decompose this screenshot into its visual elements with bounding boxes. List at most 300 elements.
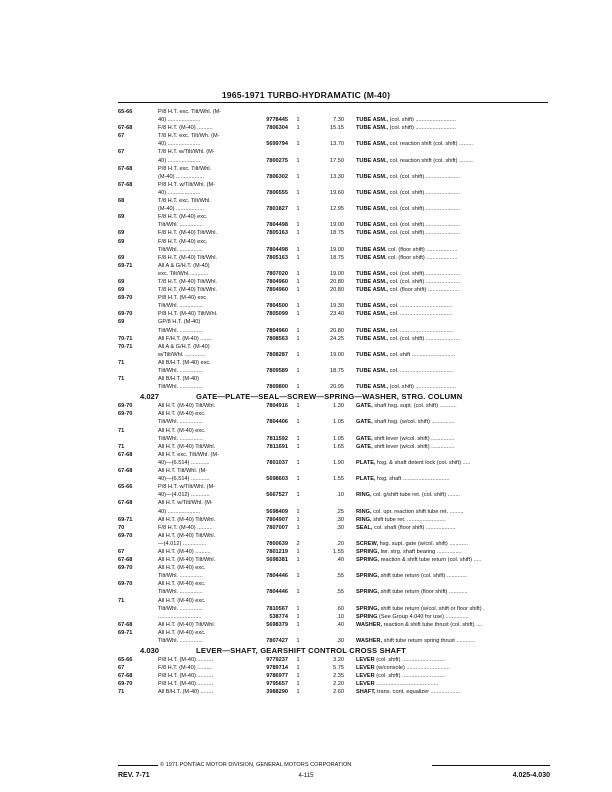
application-description: All B/H.T. (M-40) exc. xyxy=(158,359,211,366)
part-detail: col. shaft (floor shift) ................... xyxy=(372,524,456,531)
parts-row xyxy=(118,418,550,426)
application-description: All H.T. Tilt/Whl. (M- xyxy=(158,468,208,475)
price: 18.75 xyxy=(330,254,344,261)
part-number: 7810567 xyxy=(266,605,288,612)
application-description: All H.T. (M-40) Tilt/Whl. xyxy=(158,532,216,539)
part-detail: col. .................................. xyxy=(388,327,453,334)
part-detail: shaft hsg. (w/col. shift) ............... xyxy=(372,419,455,426)
part-detail: col. (floor shift) .................... xyxy=(386,246,458,253)
price: 13.70 xyxy=(330,141,344,148)
price: .40 xyxy=(336,557,344,564)
parts-row xyxy=(118,165,550,173)
parts-row xyxy=(118,524,550,532)
quantity: 1 xyxy=(296,254,300,261)
parts-row xyxy=(118,116,550,124)
model-year: 69-70 xyxy=(118,295,133,302)
part-name-cell xyxy=(356,116,550,124)
parts-row xyxy=(118,140,550,148)
price: 18.75 xyxy=(330,230,344,237)
application-description: All H.T. exc. Tilt/Whl. (M- xyxy=(158,451,219,458)
model-year: 67 xyxy=(118,133,125,140)
price: 20.80 xyxy=(330,278,344,285)
part-detail: ........................................ xyxy=(374,681,439,688)
part-detail: col. (col. shift) ...................... xyxy=(388,173,460,180)
part-name: SPRING, xyxy=(356,557,380,564)
price: 15.15 xyxy=(330,125,344,132)
page-title: 1965-1971 TURBO-HYDRAMATIC (M-40) xyxy=(221,90,391,100)
part-number: 9778445 xyxy=(266,117,288,124)
part-number: 7809589 xyxy=(266,368,288,374)
part-name-cell xyxy=(356,588,550,596)
application-description: All H.T. (M-40) exc. xyxy=(158,427,206,434)
part-name-cell xyxy=(356,140,550,148)
part-name-cell xyxy=(356,664,550,672)
parts-row xyxy=(118,157,550,165)
application-description: F/8 H.T. (M-40) exc. xyxy=(158,214,208,221)
part-name: PLATE, xyxy=(356,459,376,466)
part-detail: (col. shift) .......................... xyxy=(388,117,456,124)
part-number: 7804446 xyxy=(266,589,288,596)
part-name: TUBE ASM., xyxy=(356,141,389,148)
model-year: 65-66 xyxy=(118,657,133,664)
quantity: 1 xyxy=(296,476,300,483)
part-name-cell xyxy=(356,613,550,621)
quantity: 1 xyxy=(296,557,300,564)
application-description: P/8 H.T. exc. Tilt/Whl. xyxy=(158,165,212,172)
quantity: 1 xyxy=(296,665,300,672)
model-year: 67 xyxy=(118,548,125,555)
part-detail: (col. shift) ............................ xyxy=(374,673,446,680)
part-name: TUBE ASM., xyxy=(356,206,389,213)
price: 2.35 xyxy=(333,673,344,680)
part-detail: col. (col. shift) ...................... xyxy=(388,335,460,342)
part-name: TUBE ASM., xyxy=(356,351,389,358)
model-year: 69-70 xyxy=(118,403,133,410)
part-name: WASHER, xyxy=(356,638,383,644)
parts-row xyxy=(118,205,550,213)
parts-row xyxy=(118,197,550,205)
price: .40 xyxy=(336,621,344,628)
part-number: 5698381 xyxy=(266,557,288,564)
part-number: 7806304 xyxy=(266,125,288,132)
part-name: TUBE ASM., xyxy=(356,278,389,285)
parts-row xyxy=(118,229,550,237)
quantity: 1 xyxy=(296,435,300,442)
quantity: 1 xyxy=(296,335,300,342)
part-name: TUBE ASM., xyxy=(356,311,389,318)
part-detail: lwr. strg. shaft bearing ................ xyxy=(379,548,462,555)
model-year: 71 xyxy=(118,359,125,366)
parts-row xyxy=(118,410,550,418)
price: .10 xyxy=(336,613,344,620)
parts-list xyxy=(118,108,550,697)
price: 19.60 xyxy=(330,189,344,196)
part-detail: col. (col. shift) ...................... xyxy=(388,230,460,237)
parts-row xyxy=(118,213,550,221)
part-name: SPRING, xyxy=(356,605,380,612)
part-number: 5698409 xyxy=(266,508,288,515)
part-name-cell xyxy=(356,435,550,443)
price: 5.75 xyxy=(333,665,344,672)
part-name: SPRING, xyxy=(356,589,380,596)
part-name-cell xyxy=(356,548,550,556)
part-number: 7807020 xyxy=(266,270,288,277)
parts-row xyxy=(118,427,550,435)
parts-row xyxy=(118,597,550,605)
part-name-cell xyxy=(356,418,550,426)
section-heading xyxy=(118,391,550,402)
application-description: F/8 H.T. (M-40) exc. xyxy=(158,238,208,245)
parts-row xyxy=(118,483,550,491)
part-number: 7808563 xyxy=(266,335,288,342)
part-name: TUBE ASM., xyxy=(356,287,389,294)
part-detail: hsg. shaft .............................. xyxy=(375,476,450,483)
application-description: All H.T. (M-40) Tilt/Whl. xyxy=(158,403,216,410)
part-number: 7806302 xyxy=(266,173,288,180)
price: 12.95 xyxy=(330,206,344,213)
application-description: All H.T. (M-40) Tilt/Whl. xyxy=(158,621,216,628)
application-description: 40) ..................... xyxy=(158,508,201,515)
quantity: 1 xyxy=(296,516,300,523)
model-year: 67-68 xyxy=(118,500,133,507)
quantity: 1 xyxy=(296,173,300,180)
application-description: Tilt/Whl. ............... xyxy=(158,246,203,253)
price: 19.00 xyxy=(330,351,344,358)
part-number: 5698603 xyxy=(266,476,288,483)
application-description: All H.T. (M-40) exc. xyxy=(158,565,206,572)
model-year: 69 xyxy=(118,238,125,245)
price: .25 xyxy=(336,508,344,515)
application-description: P/8 H.T. (M-40) .......... xyxy=(158,673,214,680)
part-name: SEAL, xyxy=(356,524,373,531)
quantity: 1 xyxy=(296,384,300,391)
price: 19.00 xyxy=(330,270,344,277)
quantity: 1 xyxy=(296,657,300,664)
part-detail: hsg. supt. gate (w/col. shift) ............ xyxy=(378,540,468,547)
application-description: (M-40) .................. xyxy=(158,173,204,180)
price: 13.30 xyxy=(330,173,344,180)
part-number: 7800639 xyxy=(266,540,288,547)
parts-row xyxy=(118,443,550,451)
part-name-cell xyxy=(356,205,550,213)
part-name: PLATE, xyxy=(356,476,376,483)
quantity: 1 xyxy=(296,459,300,466)
part-number: 7800275 xyxy=(266,157,288,164)
part-name-cell xyxy=(356,475,550,483)
parts-row xyxy=(118,367,550,375)
part-number: 7805163 xyxy=(266,230,288,237)
part-name-cell xyxy=(356,672,550,680)
part-number: 7804498 xyxy=(266,222,288,229)
parts-row xyxy=(118,637,550,645)
application-description: All H.T. (M-40) .......... xyxy=(158,548,211,555)
part-detail: (col. shift) .......................... xyxy=(388,125,456,132)
quantity: 1 xyxy=(296,230,300,237)
application-description: All H.T. (M-40) exc. xyxy=(158,581,206,588)
part-name: RING, xyxy=(356,516,372,523)
model-year: 68 xyxy=(118,198,125,205)
model-year: 69-70 xyxy=(118,532,133,539)
application-description: All H.T. (M-40) exc. xyxy=(158,411,206,418)
application-description: All B/H.T. (M-40) xyxy=(158,376,200,383)
price: 1.55 xyxy=(333,548,344,555)
application-description: 40)—(6.514) ............ xyxy=(158,476,210,483)
price: 2.60 xyxy=(333,689,344,696)
model-year: 67-68 xyxy=(118,181,133,188)
quantity: 1 xyxy=(296,621,300,628)
part-name-cell xyxy=(356,173,550,181)
part-name-cell xyxy=(356,302,550,310)
part-name: TUBE ASM., xyxy=(356,230,389,237)
application-description: All H.T. (M-40) Tilt/Whl. xyxy=(158,443,216,450)
quantity: 1 xyxy=(296,589,300,596)
parts-row xyxy=(118,402,550,410)
application-description: Tilt/Whl. ............... xyxy=(158,368,203,374)
parts-row xyxy=(118,656,550,664)
price: .60 xyxy=(336,605,344,612)
price: 3.20 xyxy=(333,657,344,664)
quantity: 1 xyxy=(296,189,300,196)
application-description: F/8 H.T. (M-40) Tilt/Whl. xyxy=(158,254,218,261)
part-name-cell xyxy=(356,189,550,197)
parts-row xyxy=(118,286,550,294)
quantity: 1 xyxy=(296,311,300,318)
part-number: 7807007 xyxy=(266,524,288,531)
part-number: 7804406 xyxy=(266,419,288,426)
quantity: 1 xyxy=(296,548,300,555)
part-detail: col. .................................. xyxy=(388,311,453,318)
model-year: 71 xyxy=(118,689,125,696)
price: 19.00 xyxy=(330,222,344,229)
application-description: P/8 H.T. exc. Tilt/Whl. (M- xyxy=(158,109,222,115)
application-description: Tilt/Whl. ............... xyxy=(158,303,203,310)
quantity: 1 xyxy=(296,689,300,696)
model-year: 69-71 xyxy=(118,262,133,269)
part-number: 7801037 xyxy=(266,459,288,466)
application-description: F/8 H.T. (M-40) .......... xyxy=(158,665,213,672)
part-name: TUBE ASM., xyxy=(356,125,389,132)
part-name-cell xyxy=(356,124,550,132)
model-year: 69-71 xyxy=(118,629,133,636)
application-description: All F/H.T. (M-40) ........ xyxy=(158,335,213,342)
parts-row xyxy=(118,467,550,475)
part-number: 9795657 xyxy=(266,681,288,688)
parts-row xyxy=(118,672,550,680)
price: .30 xyxy=(336,638,344,644)
model-year: 70 xyxy=(118,524,125,531)
application-description: T/8 H.T. exc. Tilt/Whl. xyxy=(158,198,211,205)
part-detail: col. (col. shift) ...................... xyxy=(388,189,460,196)
parts-row xyxy=(118,310,550,318)
parts-row xyxy=(118,383,550,391)
price: 23.40 xyxy=(330,311,344,318)
part-name-cell xyxy=(356,246,550,254)
parts-row xyxy=(118,238,550,246)
part-number: 7804960 xyxy=(266,327,288,334)
application-description: Tilt/Whl. ............... xyxy=(158,605,203,612)
part-detail: col. g/shift tube ret. (col. shift) ........ xyxy=(371,492,461,499)
quantity: 1 xyxy=(296,524,300,531)
parts-row xyxy=(118,556,550,564)
parts-row xyxy=(118,343,550,351)
part-detail: col. upr. reaction shift tube ret. ......... xyxy=(371,508,464,515)
model-year: 71 xyxy=(118,427,125,434)
part-name-cell xyxy=(356,540,550,548)
parts-row xyxy=(118,516,550,524)
section-title: LEVER—SHAFT, GEARSHIFT CONTROL CROSS SHAFT xyxy=(196,646,406,656)
price: .10 xyxy=(336,492,344,499)
part-name-cell xyxy=(356,680,550,688)
part-name: GATE, xyxy=(356,403,373,410)
title-rule xyxy=(118,102,548,103)
parts-row xyxy=(118,181,550,189)
part-detail: col. (col. shift) ...................... xyxy=(388,278,460,285)
parts-row xyxy=(118,548,550,556)
parts-row xyxy=(118,189,550,197)
part-number: 7805163 xyxy=(266,254,288,261)
part-detail: shift tube return (col. shift) ............. xyxy=(379,573,467,580)
part-name: LEVER xyxy=(356,665,375,672)
quantity: 1 xyxy=(296,681,300,688)
part-number: 7811691 xyxy=(266,443,288,450)
part-number: 7804500 xyxy=(266,303,288,310)
model-year: 67-68 xyxy=(118,125,133,132)
part-name-cell xyxy=(356,688,550,696)
part-number: 9786977 xyxy=(266,673,288,680)
section-number: 4.027 xyxy=(140,392,160,402)
price: 1.05 xyxy=(333,435,344,442)
application-description: All H.T. (M-40) exc. xyxy=(158,597,206,604)
price: 7.30 xyxy=(333,117,344,124)
part-name-cell xyxy=(356,270,550,278)
quantity: 1 xyxy=(296,222,300,229)
part-detail: col. .................................. xyxy=(388,368,453,374)
application-description: P/8 H.T. (M-40) Tilt/Whl. xyxy=(158,311,218,318)
application-description: Tilt/Whl. ............... xyxy=(158,638,203,644)
model-year: 70-71 xyxy=(118,335,133,342)
model-year: 69 xyxy=(118,214,125,221)
part-name: WASHER, xyxy=(356,621,383,628)
quantity: 1 xyxy=(296,278,300,285)
part-number: 7804446 xyxy=(266,573,288,580)
parts-row xyxy=(118,580,550,588)
part-detail: col. (floor shift) .................... xyxy=(386,254,458,261)
application-description: Tilt/Whl. ............... xyxy=(158,222,203,229)
parts-row xyxy=(118,491,550,499)
quantity: 1 xyxy=(296,117,300,124)
part-detail: reaction & shift tube thrust (col. shift) .... xyxy=(382,621,483,628)
parts-row xyxy=(118,318,550,326)
price: 24.25 xyxy=(330,335,344,342)
model-year: 65-66 xyxy=(118,484,133,491)
quantity: 1 xyxy=(296,287,300,294)
application-description: All H.T. w/Tilt/Whl. (M- xyxy=(158,500,213,507)
application-description: 40) ..................... xyxy=(158,141,201,148)
model-year: 69 xyxy=(118,278,125,285)
part-name: RING, xyxy=(356,492,372,499)
model-year: 67-68 xyxy=(118,621,133,628)
quantity: 1 xyxy=(296,492,300,499)
price: .20 xyxy=(336,540,344,547)
application-description: 40) ..................... xyxy=(158,117,201,124)
price: 20.80 xyxy=(330,327,344,334)
application-description: ............................ xyxy=(158,613,202,620)
part-number: 5698379 xyxy=(266,621,288,628)
quantity: 1 xyxy=(296,125,300,132)
part-name: GATE, xyxy=(356,443,373,450)
price: .30 xyxy=(336,524,344,531)
application-description: P/8 H.T. (M-40) .......... xyxy=(158,681,214,688)
part-number: 7804960 xyxy=(266,287,288,294)
model-year: 69-70 xyxy=(118,411,133,418)
parts-row xyxy=(118,302,550,310)
part-name-cell xyxy=(356,402,550,410)
price: 18.75 xyxy=(330,368,344,374)
parts-row xyxy=(118,254,550,262)
part-name: SPRING, xyxy=(356,573,380,580)
quantity: 1 xyxy=(296,368,300,374)
footer-revision: REV. 7-71 xyxy=(118,772,150,779)
part-name-cell xyxy=(356,286,550,294)
part-name-cell xyxy=(356,443,550,451)
model-year: 69-70 xyxy=(118,311,133,318)
part-name-cell xyxy=(356,278,550,286)
parts-row xyxy=(118,132,550,140)
part-number: 9789714 xyxy=(266,665,288,672)
part-name: TUBE ASM., xyxy=(356,303,389,310)
part-number: 7808287 xyxy=(266,351,288,358)
parts-row xyxy=(118,572,550,580)
price: 1.05 xyxy=(333,419,344,426)
model-year: 67-68 xyxy=(118,165,133,172)
price: 19.30 xyxy=(330,303,344,310)
part-name-cell xyxy=(356,229,550,237)
price: .30 xyxy=(336,516,344,523)
model-year: 69-71 xyxy=(118,516,133,523)
quantity: 1 xyxy=(296,673,300,680)
parts-row xyxy=(118,688,550,696)
part-name: RING, xyxy=(356,508,372,515)
parts-row xyxy=(118,173,550,181)
part-detail: col. (col. shift) ...................... xyxy=(388,206,460,213)
parts-row xyxy=(118,294,550,302)
model-year: 69 xyxy=(118,287,125,294)
part-name-cell xyxy=(356,621,550,629)
price: 1.65 xyxy=(333,443,344,450)
part-name: TUBE ASM., xyxy=(356,384,389,391)
part-name-cell xyxy=(356,157,550,165)
part-detail: shift tube ret. ......................... xyxy=(371,516,446,523)
quantity: 1 xyxy=(296,303,300,310)
part-detail: shaft hsg. supt. (col. shift) ........... xyxy=(372,403,457,410)
part-number: 7801219 xyxy=(266,548,288,555)
part-name-cell xyxy=(356,335,550,343)
application-description: GP/8 H.T. (M-40) xyxy=(158,319,201,326)
part-detail: shift tube return (floor shift) ............ xyxy=(379,589,468,596)
application-description: All A & G/H.T. (M-40) xyxy=(158,262,210,269)
part-number: 7804960 xyxy=(266,278,288,285)
part-name: TUBE ASM., xyxy=(356,173,389,180)
section-title: GATE—PLATE—SEAL—SCREW—SPRING—WASHER, STRG. COLUMN xyxy=(196,392,463,402)
price: 1.30 xyxy=(333,403,344,410)
part-number: 7806555 xyxy=(266,189,288,196)
parts-row xyxy=(118,564,550,572)
application-description: T/8 H.T. w/Tilt/Whl. (M- xyxy=(158,149,215,156)
price: .55 xyxy=(336,573,344,580)
quantity: 1 xyxy=(296,613,300,620)
part-name: GATE, xyxy=(356,435,373,442)
application-description: —(4.012) ............... xyxy=(158,540,207,547)
